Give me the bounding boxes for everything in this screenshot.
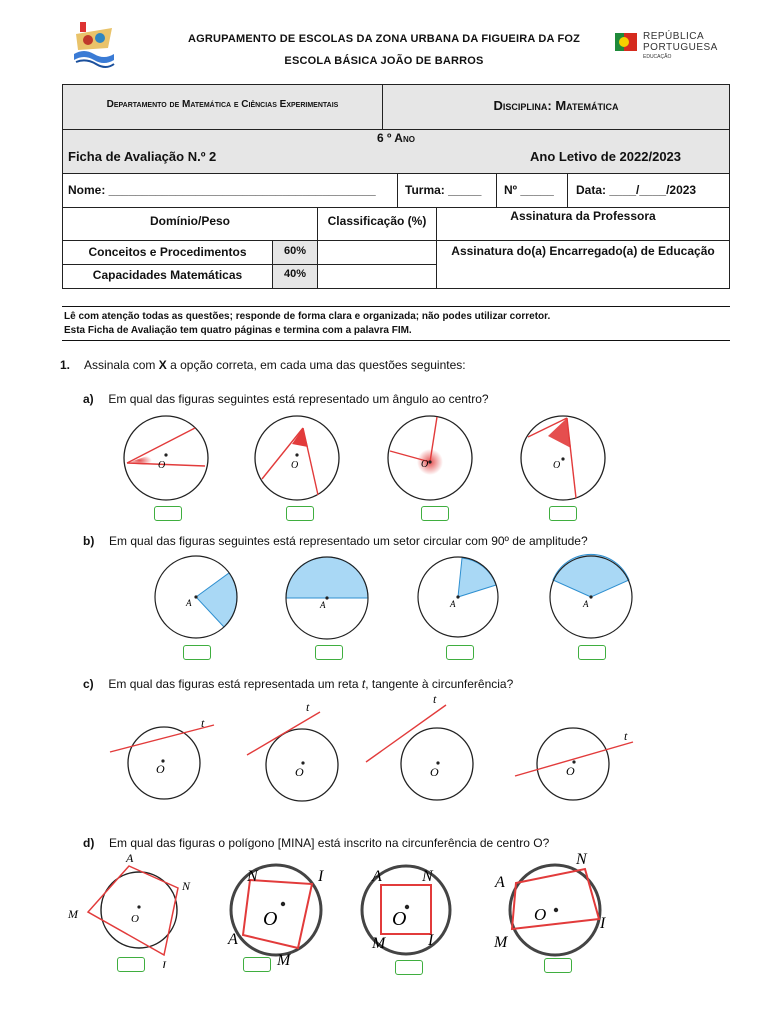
school-title: ESCOLA BÁSICA JOÃO DE BARROS [284,55,484,67]
question-1-mark: X [158,358,167,372]
question-1d-text: Em qual das figuras o polígono [MINA] está inscrito na circunferência de centro O? [109,836,550,850]
name-field: Nome: ________________________________________ [68,183,376,197]
question-1c [83,677,513,691]
checkbox-1a-2[interactable] [286,506,314,521]
figure-1d-3-a: A [372,868,382,885]
figure-1c-2 [247,700,338,801]
question-1c-text-b: , tangente à circunferência? [365,677,514,691]
figure-1d-2-m: M [277,952,291,968]
teacher-signature-label: Assinatura da Professora [510,209,656,223]
figure-1c-4-o: O [566,764,575,778]
figure-1d-3-i: I [428,932,434,949]
number-field: Nº _____ [504,183,554,197]
figure-1d-3-o: O [392,908,407,930]
question-1b-text: Em qual das figuras seguintes está representado um setor circular com 90º de amplitude? [109,534,588,548]
republic-line3: EDUCAÇÃO [643,54,672,60]
figure-1c-3-o: O [430,765,439,779]
figure-1d-1 [67,851,191,968]
question-1c-var: t [361,677,366,691]
checkbox-1d-1[interactable] [117,957,145,972]
checkbox-1a-3[interactable] [421,506,449,521]
school-group-title: AGRUPAMENTO DE ESCOLAS DA ZONA URBANA DA FIGUEIRA DA FOZ [187,33,581,45]
figure-1d-4-i: I [600,915,606,932]
figures-1a [0,408,768,508]
figure-1a-2-o: O [291,460,299,471]
figure-1b-2-a: A [320,600,326,610]
domain-header: Domínio/Peso [149,214,230,228]
question-1-text-a: Assinala com [84,358,159,372]
checkbox-1a-4[interactable] [549,506,577,521]
guardian-signature-label: Assinatura do(a) Encarregado(a) de Educação [451,244,715,258]
question-1b [83,534,588,548]
question-1a-label: a) [83,392,94,406]
checkbox-1b-1[interactable] [183,645,211,660]
figure-1d-4-n: N [576,851,587,868]
row1-classification[interactable] [317,240,437,265]
republic-logo [615,31,725,61]
figure-1c-3 [366,695,473,800]
figure-1b-1 [155,556,237,638]
figure-1d-2-a: A [228,931,238,948]
figure-1a-2 [255,416,339,500]
figure-1d-1-n: N [182,879,191,893]
instructions-line2: Esta Ficha de Avaliação tem quatro páginas e termina com a palavra FIM. [64,325,412,336]
figure-1c-1-o: O [156,762,165,776]
department-text: Departamento de Matemática e Ciências Experimentais [106,99,339,110]
checkbox-1d-4[interactable] [544,958,572,973]
checkbox-1d-2[interactable] [243,957,271,972]
question-1a [83,392,489,406]
republic-line2: PORTUGUESA [643,42,718,53]
figure-1b-4-a: A [583,599,589,609]
question-1-number: 1. [60,358,71,372]
question-1a-text: Em qual das figuras seguintes está representado um ângulo ao centro? [108,392,489,406]
figure-1d-3-m: M [372,935,386,952]
classification-header: Classificação (%) [327,214,427,228]
figure-1d-3 [362,866,450,954]
figure-1b-3 [418,557,498,637]
row2-label: Capacidades Matemáticas [92,268,243,282]
instructions-rule-bottom [62,340,730,341]
class-field: Turma: _____ [405,183,482,197]
figure-1b-3-a: A [450,599,456,609]
year-text: 6 º Ano [377,131,415,145]
figure-1d-4 [493,851,606,955]
figure-1d-1-o: O [131,913,139,925]
figure-1c-1-t: t [201,716,205,730]
figure-1a-3-o: O [421,459,429,470]
row2-classification[interactable] [317,264,437,289]
figure-1c-1 [110,716,214,799]
figures-1b [0,552,768,642]
figure-1d-4-m: M [494,934,508,951]
question-1d-label: d) [83,836,95,850]
figure-1d-2 [227,865,324,968]
question-1b-label: b) [83,534,95,548]
checkbox-1a-1[interactable] [154,506,182,521]
checkbox-1b-3[interactable] [446,645,474,660]
school-year: Ano Letivo de 2022/2023 [530,149,682,164]
figure-1a-1 [124,416,208,500]
question-1c-label: c) [83,677,94,691]
figure-1d-2-i: I [318,868,324,885]
question-1 [60,358,466,372]
figure-1b-1-a: A [186,598,192,608]
figure-1c-2-t: t [306,700,310,714]
question-1c-text-a: Em qual das figuras está representada um reta [108,677,362,691]
figure-1d-4-o: O [534,905,547,924]
figures-1d [0,848,768,968]
figure-1d-4-a: A [495,874,505,891]
figure-1c-4-t: t [624,729,628,743]
republic-line1: REPÚBLICA [643,31,705,42]
figure-1c-3-t: t [433,695,437,706]
checkbox-1b-4[interactable] [578,645,606,660]
instructions-rule-top [62,306,730,307]
checkbox-1d-3[interactable] [395,960,423,975]
figure-1d-2-n: N [247,868,258,885]
figure-1d-1-m: M [68,907,78,921]
figures-1c [0,695,768,805]
figure-1b-4 [550,554,632,638]
figure-1b-2 [286,557,368,639]
checkbox-1b-2[interactable] [315,645,343,660]
figure-1c-4 [515,728,633,800]
instructions-line1: Lê com atenção todas as questões; responde de forma clara e organizada; não podes utilizar corretor. [64,311,551,322]
figure-1a-4-o: O [553,460,561,471]
figure-1a-1-o: O [158,460,166,471]
row1-label: Conceitos e Procedimentos [88,245,247,259]
figure-1a-3 [388,416,472,500]
figure-1d-1-a: A [126,851,134,865]
discipline-text: Disciplina: Matemática [493,98,619,113]
figure-1d-1-i: I [162,958,166,968]
row1-weight: 60% [283,245,307,257]
sheet-title: Ficha de Avaliação N.º 2 [68,149,217,164]
row2-weight: 40% [283,268,307,280]
figure-1a-4 [521,416,605,500]
figure-1d-2-o: O [263,908,278,930]
figure-1d-3-n: N [422,868,433,885]
date-field: Data: ____/____/2023 [576,183,697,197]
figure-1c-2-o: O [295,765,304,779]
question-1-text-b: a opção correta, em cada uma das questões seguintes: [166,358,466,372]
